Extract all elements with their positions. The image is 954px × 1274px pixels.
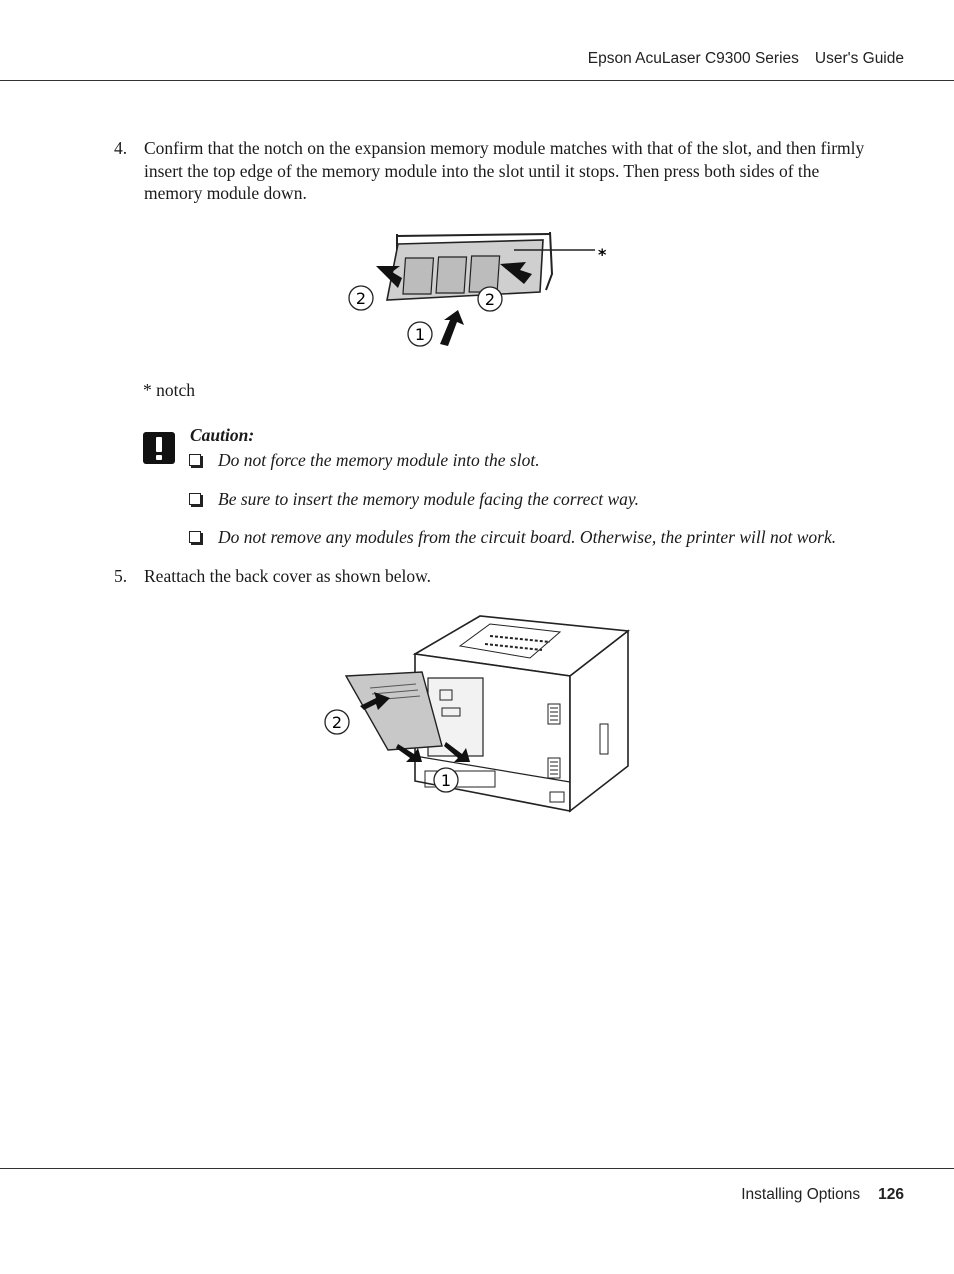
page-number: 126 [878, 1186, 904, 1203]
notch-marker: * [598, 245, 607, 264]
checkbox-bullet-icon [189, 493, 201, 505]
notch-note: * notch [143, 380, 196, 400]
page-footer [741, 1186, 904, 1204]
step-text: Reattach the back cover as shown below. [144, 566, 432, 586]
page-header [588, 50, 904, 68]
checkbox-bullet-icon [189, 531, 201, 543]
caution-item: Be sure to insert the memory module facing the correct way. [189, 489, 639, 510]
checkbox-bullet-icon [189, 454, 201, 466]
memory-module-figure [340, 222, 620, 352]
step-number: 4. [114, 138, 128, 158]
svg-text:2: 2 [484, 290, 496, 309]
caution-item: Do not force the memory module into the slot. [189, 450, 540, 471]
caution-title: Caution: [190, 425, 255, 445]
caution-icon [143, 432, 175, 464]
svg-text:1: 1 [414, 325, 426, 344]
footer-section: Installing Options [741, 1186, 861, 1203]
svg-text:2: 2 [355, 289, 367, 308]
step-number: 5. [114, 566, 128, 586]
slot-right-rail [546, 232, 552, 290]
svg-text:1: 1 [440, 771, 452, 790]
header-guide: User's Guide [814, 50, 904, 67]
footer-rule [0, 1168, 954, 1169]
step-text: Confirm that the notch on the expansion memory module matches with that of the slot, and then firmly insert the top edge of the memory module into the slot until it stops. Then press both sides of the memory module down. [144, 138, 865, 203]
insert-arrow [440, 310, 464, 346]
caution-item: Do not remove any modules from the circuit board. Otherwise, the printer will not work. [189, 527, 836, 548]
printer-back-cover-figure [310, 606, 640, 818]
header-rule [0, 80, 954, 81]
svg-text:2: 2 [331, 713, 343, 732]
header-product: Epson AcuLaser C9300 Series [587, 50, 799, 67]
